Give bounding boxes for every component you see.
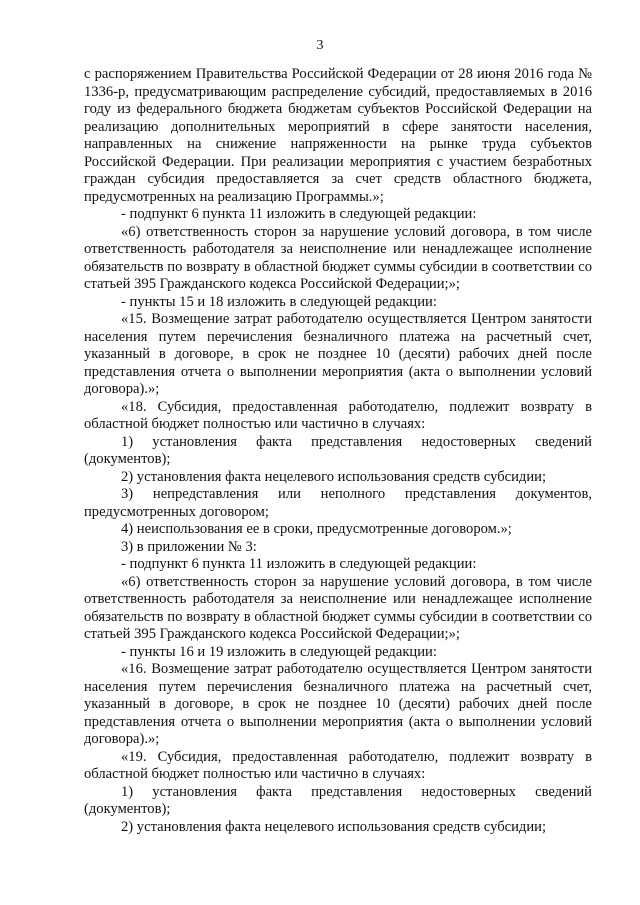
paragraph: 1) установления факта представления недостоверных сведений (документов); <box>84 783 592 817</box>
paragraph: «6) ответственность сторон за нарушение условий договора, в том числе ответственность работодателя за неисполнение или ненадлежащее исполнение обязательств по возврату в областной бюджет суммы субсидии в соответствии со статьей 395 Гражданского кодекса Российской Федерации;»; <box>84 573 592 642</box>
paragraph: 4) неиспользования ее в сроки, предусмотренные договором.»; <box>121 521 512 537</box>
page-number: 3 <box>316 38 324 53</box>
paragraph: - пункты 16 и 19 изложить в следующей редакции: <box>121 643 437 660</box>
paragraph: 1) установления факта представления недостоверных сведений (документов); <box>84 433 592 467</box>
paragraph: - подпункт 6 пункта 11 изложить в следующей редакции: <box>121 556 477 572</box>
paragraph: 2) установления факта нецелевого использования средств субсидии; <box>121 468 547 485</box>
paragraph: 3) непредставления или неполного представления документов, предусмотренных договором; <box>84 486 592 520</box>
paragraph: 2) установления факта нецелевого использования средств субсидии; <box>121 818 547 835</box>
paragraph: - пункты 15 и 18 изложить в следующей редакции: <box>121 293 437 310</box>
paragraph: «6) ответственность сторон за нарушение условий договора, в том числе ответственность работодателя за неисполнение или ненадлежащее исполнение обязательств по возврату в областной бюджет суммы субсидии в соответствии со статьей 395 Гражданского кодекса Российской Федерации;»; <box>84 223 592 292</box>
document-body <box>84 66 592 836</box>
paragraph: «16. Возмещение затрат работодателю осуществляется Центром занятости населения путем перечисления безналичного платежа на расчетный счет, указанный в договоре, в срок не позднее 10 (десяти) рабочих дней после представления отчета о выполнении мероприятия (акта о выполнении условий договора).»; <box>84 661 592 747</box>
paragraph: «18. Субсидия, предоставленная работодателю, подлежит возврату в областной бюджет полностью или частично в случаях: <box>84 398 592 432</box>
paragraph: - подпункт 6 пункта 11 изложить в следующей редакции: <box>121 206 477 222</box>
paragraph: «19. Субсидия, предоставленная работодателю, подлежит возврату в областной бюджет полностью или частично в случаях: <box>84 748 592 782</box>
paragraph: 3) в приложении № 3: <box>121 538 257 555</box>
paragraph: «15. Возмещение затрат работодателю осуществляется Центром занятости населения путем перечисления безналичного платежа на расчетный счет, указанный в договоре, в срок не позднее 10 (десяти) рабочих дней после представления отчета о выполнении мероприятия (акта о выполнении условий договора).»; <box>84 311 592 397</box>
paragraph: с распоряжением Правительства Российской Федерации от 28 июня 2016 года № 1336-р, предусматривающим распределение субсидий, предоставляемых в 2016 году из федерального бюджета бюджетам субъектов Российской Федерации на реализацию дополнительных мероприятий в сфере занятости населения, направленных на снижение напряженности на рынке труда субъектов Российской Федерации. При реализации мероприятия с участием безработных граждан субсидия предоставляется за счет средств областного бюджета, предусмотренных на реализацию Программы.»; <box>84 66 592 205</box>
